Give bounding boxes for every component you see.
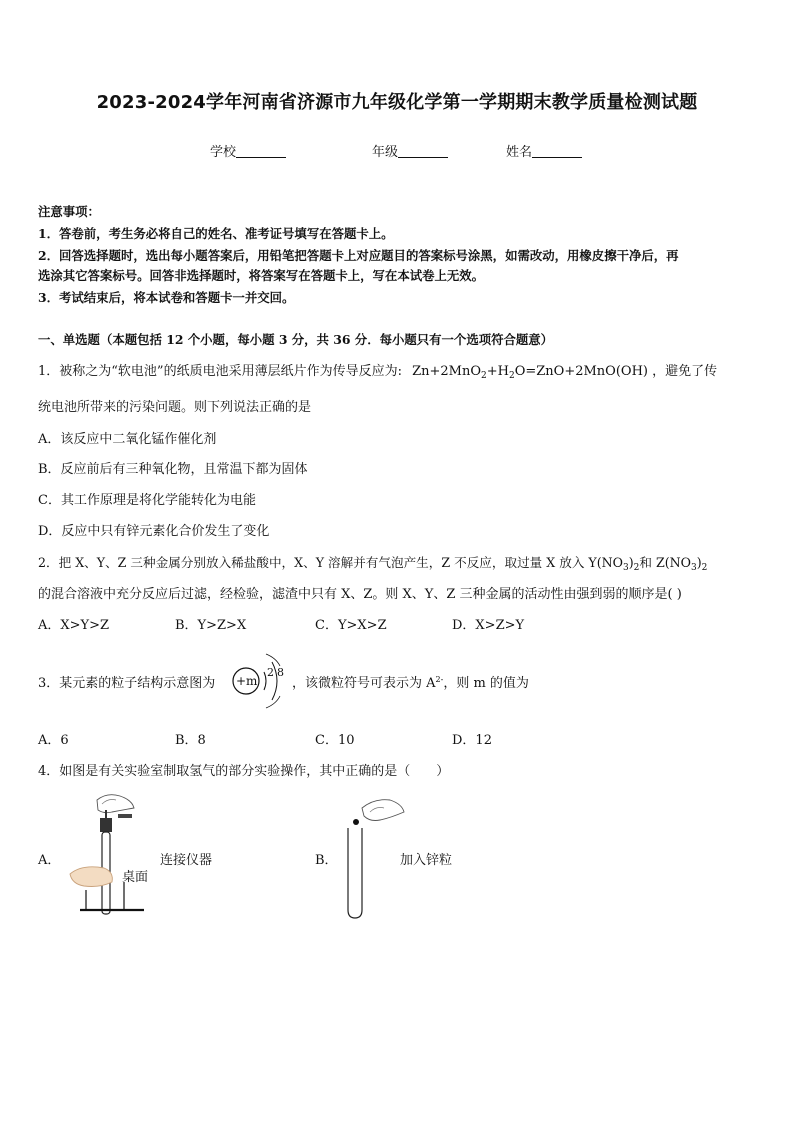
atom-structure-diagram	[228, 650, 298, 716]
notice-item: 选涂其它答案标号。回答非选择题时，将答案写在答题卡上，写在本试卷上无效。	[38, 268, 485, 283]
grade-blank	[398, 144, 448, 158]
q2-sub: 3	[623, 563, 629, 573]
q1-stem-a: 1．被称之为“软电池”的纸质电池采用薄层纸片作为传导反应为:	[38, 364, 402, 379]
grade-label: 年级	[372, 145, 399, 160]
upper-hand	[362, 800, 404, 821]
q3-option-c: C．10	[315, 733, 355, 748]
section-heading: 一、单选题（本题包括 12 个小题，每小题 3 分，共 36 分．每小题只有一个选项符合题意）	[38, 332, 554, 347]
q4-option-b-letter: B．	[315, 853, 338, 868]
question-4-stem: 4．如图是有关实验室制取氢气的部分实验操作，其中正确的是（ ）	[38, 764, 450, 779]
q1-option-c: C．其工作原理是将化学能转化为电能	[38, 493, 256, 508]
q4-option-b-label: 加入锌粒	[400, 853, 453, 868]
notice-item: 3．考试结束后，将本试卷和答题卡一并交回。	[38, 290, 295, 305]
q2-sub: 2	[701, 563, 708, 573]
q3-sup: 2-	[435, 675, 444, 684]
q2-option-b: B．Y>Z>X	[175, 618, 247, 633]
shell-2-count: 8	[277, 666, 284, 679]
question-1-stem	[38, 360, 717, 381]
q3-option-d: D．12	[452, 733, 492, 748]
lower-hand	[70, 867, 112, 887]
question-3-stem-a: 3．某元素的粒子结构示意图为	[38, 676, 216, 691]
notice-item: 2．回答选择题时，选出每小题答案后，用铅笔把答题卡上对应题目的答案标号涂黑，如需改动，用橡皮擦干净后，再	[38, 248, 679, 263]
stopper	[100, 818, 112, 832]
eq-part: +H	[486, 364, 509, 379]
question-3-stem-b	[292, 672, 529, 691]
glass-tube-top	[118, 814, 132, 818]
q1-stem-b: ，避免了传	[652, 364, 718, 379]
q4-option-a-label: 连接仪器	[160, 853, 213, 868]
grade-field	[372, 141, 448, 160]
q4-option-a-letter: A．	[38, 853, 61, 868]
connect-apparatus-figure	[62, 790, 152, 920]
name-label: 姓名	[506, 145, 533, 160]
test-tube-upright	[348, 828, 362, 918]
q3-option-a: A．6	[38, 733, 69, 748]
q2-stem-part: )	[628, 555, 634, 570]
notice-heading: 注意事项：	[38, 204, 100, 219]
q2-sub: 3	[691, 563, 697, 573]
table-label: 桌面	[122, 870, 149, 885]
q1-option-a: A．该反应中二氧化锰作催化剂	[38, 432, 217, 447]
name-blank	[532, 144, 582, 158]
school-label: 学校	[210, 145, 237, 160]
q3-stem-c: ，则 m 的值为	[443, 676, 529, 691]
q2-option-a: A．X>Y>Z	[38, 618, 110, 633]
zinc-granule	[353, 819, 359, 825]
eq-sub: 2	[481, 371, 487, 381]
q3-option-b: B．8	[175, 733, 206, 748]
nucleus-label: +m	[236, 674, 258, 688]
q3-stem-b: ，该微粒符号可表示为 A	[292, 676, 436, 691]
q1-option-d: D．反应中只有锌元素化合价发生了变化	[38, 524, 270, 539]
eq-part: O=ZnO+2MnO(OH)	[514, 364, 648, 379]
notice-item: 1．答卷前，考生务必将自己的姓名、准考证号填写在答题卡上。	[38, 226, 394, 241]
school-blank	[236, 144, 286, 158]
shell-1-count: 2	[267, 666, 274, 679]
eq-part: Zn+2MnO	[412, 364, 482, 379]
eq-sub: 2	[508, 371, 515, 381]
q2-stem-part: 和 Z(NO	[639, 555, 692, 570]
page-title: 2023-2024学年河南省济源市九年级化学第一学期期末教学质量检测试题	[96, 92, 698, 113]
shell-arc-1	[264, 672, 266, 690]
q1-equation	[412, 364, 652, 379]
q2-option-d: D．X>Z>Y	[452, 618, 525, 633]
q2-option-c: C．Y>X>Z	[315, 618, 387, 633]
question-2-stem-cont: 的混合溶液中充分反应后过滤，经检验，滤渣中只有 X、Z。则 X、Y、Z 三种金属的活动性由强到弱的顺序是( )	[38, 587, 682, 602]
q1-option-b: B．反应前后有三种氧化物，且常温下都为固体	[38, 462, 308, 477]
question-1-stem-cont: 统电池所带来的污染问题。则下列说法正确的是	[38, 400, 312, 415]
q2-sub: 2	[633, 563, 640, 573]
q2-stem-a: 2．把 X、Y、Z 三种金属分别放入稀盐酸中，X、Y 溶解并有气泡产生，Z 不反应，取过量 X 放入 Y(NO	[38, 555, 624, 570]
q2-stem-part: )	[696, 555, 702, 570]
name-field	[506, 141, 582, 160]
school-field	[210, 141, 286, 160]
question-2-stem	[38, 552, 707, 573]
